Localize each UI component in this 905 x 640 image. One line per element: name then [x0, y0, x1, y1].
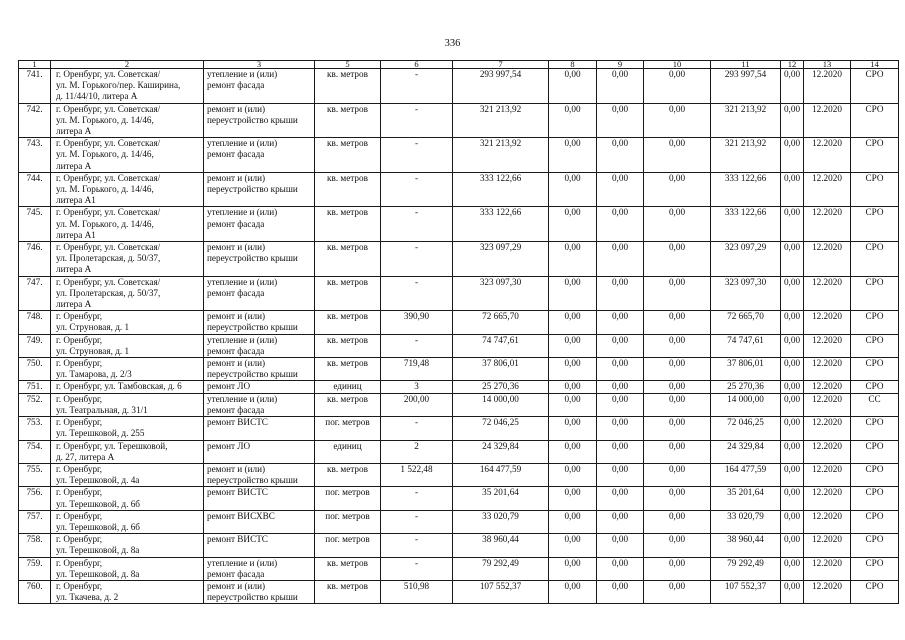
cell-code: СРО [851, 207, 899, 242]
cell-col-8: 0,00 [549, 69, 597, 104]
cell-col-10: 0,00 [644, 103, 711, 138]
cell-row-number: 743. [19, 138, 51, 173]
cell-col-11: 333 122,66 [711, 172, 781, 207]
table-row [19, 417, 899, 440]
cell-unit: кв. метров [315, 172, 381, 207]
cell-col-11: 164 477,59 [711, 463, 781, 486]
cell-col-10: 0,00 [644, 393, 711, 416]
cell-cost: 107 552,37 [453, 580, 549, 603]
cell-unit: кв. метров [315, 138, 381, 173]
cell-code: СРО [851, 334, 899, 357]
cell-cost: 323 097,29 [453, 242, 549, 277]
cell-unit: кв. метров [315, 580, 381, 603]
cell-date: 12.2020 [804, 103, 851, 138]
cell-date: 12.2020 [804, 417, 851, 440]
column-number-code: 14 [851, 61, 899, 69]
cell-work-type: утепление и (или) ремонт фасада [204, 276, 315, 311]
cell-work-type: ремонт и (или) переустройство крыши [204, 103, 315, 138]
cell-address: г. Оренбург, ул. Советская/ ул. М. Горького, д. 14/46, литера А1 [51, 207, 204, 242]
cell-code: СРО [851, 417, 899, 440]
cell-cost: 333 122,66 [453, 172, 549, 207]
cell-col-11: 321 213,92 [711, 103, 781, 138]
cell-row-number: 755. [19, 463, 51, 486]
cell-quantity: - [381, 334, 453, 357]
cell-unit: кв. метров [315, 358, 381, 381]
cell-cost: 321 213,92 [453, 138, 549, 173]
cell-unit: кв. метров [315, 103, 381, 138]
cell-unit: единиц [315, 440, 381, 463]
cell-quantity: - [381, 172, 453, 207]
cell-col-11: 25 270,36 [711, 381, 781, 393]
cell-col-9: 0,00 [597, 534, 644, 557]
cell-code: СРО [851, 381, 899, 393]
cell-col-12: 0,00 [781, 393, 804, 416]
cell-col-8: 0,00 [549, 393, 597, 416]
cell-row-number: 754. [19, 440, 51, 463]
column-number-date: 13 [804, 61, 851, 69]
column-number-cost: 7 [453, 61, 549, 69]
cell-col-8: 0,00 [549, 242, 597, 277]
cell-cost: 323 097,30 [453, 276, 549, 311]
cell-cost: 321 213,92 [453, 103, 549, 138]
cell-col-9: 0,00 [597, 580, 644, 603]
cell-work-type: ремонт и (или) переустройство крыши [204, 463, 315, 486]
cell-unit: кв. метров [315, 276, 381, 311]
cell-col-8: 0,00 [549, 557, 597, 580]
cell-col-9: 0,00 [597, 69, 644, 104]
cell-code: СРО [851, 69, 899, 104]
cell-col-10: 0,00 [644, 381, 711, 393]
cell-cost: 37 806,01 [453, 358, 549, 381]
table-row [19, 534, 899, 557]
table-row [19, 334, 899, 357]
cell-col-8: 0,00 [549, 138, 597, 173]
cell-col-12: 0,00 [781, 487, 804, 510]
cell-cost: 74 747,61 [453, 334, 549, 357]
cell-col-12: 0,00 [781, 311, 804, 334]
cell-col-9: 0,00 [597, 172, 644, 207]
table-row [19, 487, 899, 510]
table-header [19, 61, 899, 69]
cell-quantity: - [381, 69, 453, 104]
table-row [19, 440, 899, 463]
program-table [18, 60, 899, 604]
cell-cost: 79 292,49 [453, 557, 549, 580]
cell-col-11: 323 097,30 [711, 276, 781, 311]
cell-col-10: 0,00 [644, 463, 711, 486]
cell-code: СРО [851, 463, 899, 486]
cell-quantity: 200,00 [381, 393, 453, 416]
cell-col-9: 0,00 [597, 138, 644, 173]
cell-col-11: 24 329,84 [711, 440, 781, 463]
cell-code: СРО [851, 172, 899, 207]
cell-col-11: 333 122,66 [711, 207, 781, 242]
cell-col-10: 0,00 [644, 557, 711, 580]
cell-unit: кв. метров [315, 69, 381, 104]
cell-col-9: 0,00 [597, 557, 644, 580]
cell-col-11: 72 046,25 [711, 417, 781, 440]
cell-code: СРО [851, 534, 899, 557]
cell-col-9: 0,00 [597, 103, 644, 138]
cell-unit: кв. метров [315, 242, 381, 277]
cell-row-number: 752. [19, 393, 51, 416]
cell-quantity: 719,48 [381, 358, 453, 381]
cell-code: СРО [851, 276, 899, 311]
cell-work-type: утепление и (или) ремонт фасада [204, 207, 315, 242]
cell-address: г. Оренбург, ул. Струновая, д. 1 [51, 311, 204, 334]
cell-unit: пог. метров [315, 417, 381, 440]
cell-address: г. Оренбург, ул. Терешковой, д. 6б [51, 510, 204, 533]
cell-col-8: 0,00 [549, 580, 597, 603]
cell-col-9: 0,00 [597, 487, 644, 510]
cell-date: 12.2020 [804, 557, 851, 580]
cell-work-type: утепление и (или) ремонт фасада [204, 393, 315, 416]
cell-address: г. Оренбург, ул. Советская/ ул. М. Горького, д. 14/46, литера А [51, 138, 204, 173]
cell-date: 12.2020 [804, 242, 851, 277]
cell-col-11: 14 000,00 [711, 393, 781, 416]
cell-col-9: 0,00 [597, 358, 644, 381]
cell-row-number: 746. [19, 242, 51, 277]
column-number-col-8: 8 [549, 61, 597, 69]
cell-work-type: ремонт и (или) переустройство крыши [204, 242, 315, 277]
cell-address: г. Оренбург, ул. Тамарова, д. 2/3 [51, 358, 204, 381]
cell-col-9: 0,00 [597, 440, 644, 463]
cell-col-9: 0,00 [597, 393, 644, 416]
cell-row-number: 759. [19, 557, 51, 580]
cell-col-10: 0,00 [644, 276, 711, 311]
column-number-row [19, 61, 899, 69]
cell-col-12: 0,00 [781, 463, 804, 486]
cell-address: г. Оренбург, ул. Советская/ ул. М. Горького/пер. Каширина, д. 11/44/10, литера А [51, 69, 204, 104]
cell-quantity: - [381, 103, 453, 138]
cell-address: г. Оренбург, ул. Терешковой, д. 6б [51, 487, 204, 510]
cell-work-type: утепление и (или) ремонт фасада [204, 138, 315, 173]
cell-code: СС [851, 393, 899, 416]
cell-col-10: 0,00 [644, 580, 711, 603]
cell-code: СРО [851, 580, 899, 603]
cell-col-12: 0,00 [781, 510, 804, 533]
cell-work-type: ремонт и (или) переустройство крыши [204, 358, 315, 381]
table-row [19, 580, 899, 603]
cell-col-12: 0,00 [781, 172, 804, 207]
column-number-col-10: 10 [644, 61, 711, 69]
cell-unit: кв. метров [315, 557, 381, 580]
cell-quantity: - [381, 138, 453, 173]
cell-date: 12.2020 [804, 207, 851, 242]
table-row [19, 69, 899, 104]
cell-code: СРО [851, 440, 899, 463]
cell-code: СРО [851, 311, 899, 334]
cell-date: 12.2020 [804, 580, 851, 603]
cell-work-type: ремонт ВИСХВС [204, 510, 315, 533]
cell-date: 12.2020 [804, 334, 851, 357]
cell-col-10: 0,00 [644, 440, 711, 463]
cell-col-10: 0,00 [644, 207, 711, 242]
cell-work-type: ремонт ВИСТС [204, 417, 315, 440]
cell-address: г. Оренбург, ул. Терешковой, д. 255 [51, 417, 204, 440]
table-row [19, 393, 899, 416]
cell-col-12: 0,00 [781, 557, 804, 580]
cell-date: 12.2020 [804, 381, 851, 393]
cell-work-type: ремонт и (или) переустройство крыши [204, 580, 315, 603]
column-number-unit: 5 [315, 61, 381, 69]
cell-col-11: 37 806,01 [711, 358, 781, 381]
cell-col-9: 0,00 [597, 417, 644, 440]
cell-row-number: 742. [19, 103, 51, 138]
cell-address: г. Оренбург, ул. Струновая, д. 1 [51, 334, 204, 357]
cell-address: г. Оренбург, ул. Советская/ ул. М. Горького, д. 14/46, литера А [51, 103, 204, 138]
cell-quantity: - [381, 242, 453, 277]
cell-cost: 72 046,25 [453, 417, 549, 440]
cell-row-number: 744. [19, 172, 51, 207]
cell-address: г. Оренбург, ул. Терешковой, д. 8а [51, 557, 204, 580]
cell-col-8: 0,00 [549, 534, 597, 557]
cell-col-10: 0,00 [644, 417, 711, 440]
cell-quantity: - [381, 417, 453, 440]
cell-col-8: 0,00 [549, 487, 597, 510]
cell-address: г. Оренбург, ул. Советская/ ул. Пролетарская, д. 50/37, литера А [51, 276, 204, 311]
cell-row-number: 753. [19, 417, 51, 440]
cell-quantity: - [381, 207, 453, 242]
cell-quantity: - [381, 557, 453, 580]
column-number-row-number: 1 [19, 61, 51, 69]
table-row [19, 381, 899, 393]
cell-code: СРО [851, 138, 899, 173]
cell-col-8: 0,00 [549, 276, 597, 311]
cell-col-12: 0,00 [781, 69, 804, 104]
cell-work-type: ремонт и (или) переустройство крыши [204, 311, 315, 334]
cell-col-9: 0,00 [597, 311, 644, 334]
cell-col-12: 0,00 [781, 440, 804, 463]
cell-row-number: 760. [19, 580, 51, 603]
cell-col-8: 0,00 [549, 358, 597, 381]
cell-col-10: 0,00 [644, 534, 711, 557]
cell-cost: 24 329,84 [453, 440, 549, 463]
cell-col-12: 0,00 [781, 534, 804, 557]
cell-work-type: утепление и (или) ремонт фасада [204, 69, 315, 104]
cell-quantity: 510,98 [381, 580, 453, 603]
cell-unit: кв. метров [315, 207, 381, 242]
cell-col-11: 33 020,79 [711, 510, 781, 533]
cell-quantity: 2 [381, 440, 453, 463]
cell-row-number: 750. [19, 358, 51, 381]
column-number-col-11: 11 [711, 61, 781, 69]
column-number-address: 2 [51, 61, 204, 69]
cell-row-number: 749. [19, 334, 51, 357]
cell-date: 12.2020 [804, 276, 851, 311]
cell-col-10: 0,00 [644, 334, 711, 357]
cell-col-12: 0,00 [781, 381, 804, 393]
cell-col-11: 74 747,61 [711, 334, 781, 357]
cell-col-12: 0,00 [781, 103, 804, 138]
column-number-col-12: 12 [781, 61, 804, 69]
cell-col-11: 321 213,92 [711, 138, 781, 173]
cell-work-type: ремонт ЛО [204, 381, 315, 393]
cell-col-8: 0,00 [549, 311, 597, 334]
cell-col-12: 0,00 [781, 207, 804, 242]
cell-row-number: 747. [19, 276, 51, 311]
cell-col-9: 0,00 [597, 276, 644, 311]
cell-col-9: 0,00 [597, 510, 644, 533]
cell-quantity: - [381, 534, 453, 557]
column-number-col-9: 9 [597, 61, 644, 69]
cell-cost: 72 665,70 [453, 311, 549, 334]
cell-col-8: 0,00 [549, 381, 597, 393]
cell-row-number: 748. [19, 311, 51, 334]
cell-col-8: 0,00 [549, 207, 597, 242]
table-row [19, 103, 899, 138]
cell-col-12: 0,00 [781, 417, 804, 440]
cell-date: 12.2020 [804, 487, 851, 510]
cell-col-8: 0,00 [549, 417, 597, 440]
cell-col-10: 0,00 [644, 358, 711, 381]
cell-col-11: 107 552,37 [711, 580, 781, 603]
cell-work-type: ремонт ЛО [204, 440, 315, 463]
cell-unit: кв. метров [315, 334, 381, 357]
cell-quantity: 3 [381, 381, 453, 393]
cell-quantity: - [381, 487, 453, 510]
table-row [19, 172, 899, 207]
cell-col-8: 0,00 [549, 172, 597, 207]
cell-row-number: 751. [19, 381, 51, 393]
cell-col-12: 0,00 [781, 276, 804, 311]
table-row [19, 311, 899, 334]
cell-col-12: 0,00 [781, 580, 804, 603]
cell-col-10: 0,00 [644, 138, 711, 173]
table-row [19, 358, 899, 381]
cell-address: г. Оренбург, ул. Советская/ ул. Пролетарская, д. 50/37, литера А [51, 242, 204, 277]
column-number-quantity: 6 [381, 61, 453, 69]
cell-cost: 33 020,79 [453, 510, 549, 533]
cell-col-11: 323 097,29 [711, 242, 781, 277]
cell-date: 12.2020 [804, 311, 851, 334]
cell-address: г. Оренбург, ул. Терешковой, д. 4а [51, 463, 204, 486]
cell-date: 12.2020 [804, 358, 851, 381]
cell-cost: 333 122,66 [453, 207, 549, 242]
cell-row-number: 745. [19, 207, 51, 242]
cell-row-number: 756. [19, 487, 51, 510]
cell-code: СРО [851, 510, 899, 533]
cell-col-10: 0,00 [644, 311, 711, 334]
cell-col-8: 0,00 [549, 463, 597, 486]
cell-col-8: 0,00 [549, 510, 597, 533]
cell-unit: кв. метров [315, 463, 381, 486]
cell-address: г. Оренбург, ул. Советская/ ул. М. Горького, д. 14/46, литера А1 [51, 172, 204, 207]
table-body [19, 69, 899, 604]
cell-unit: кв. метров [315, 311, 381, 334]
cell-code: СРО [851, 103, 899, 138]
table-row [19, 242, 899, 277]
cell-date: 12.2020 [804, 534, 851, 557]
cell-row-number: 758. [19, 534, 51, 557]
cell-address: г. Оренбург, ул. Терешковой, д. 8а [51, 534, 204, 557]
table-row [19, 276, 899, 311]
cell-col-12: 0,00 [781, 138, 804, 173]
cell-row-number: 757. [19, 510, 51, 533]
cell-address: г. Оренбург, ул. Театральная, д. 31/1 [51, 393, 204, 416]
cell-col-10: 0,00 [644, 172, 711, 207]
cell-col-9: 0,00 [597, 463, 644, 486]
cell-cost: 293 997,54 [453, 69, 549, 104]
cell-date: 12.2020 [804, 138, 851, 173]
cell-date: 12.2020 [804, 510, 851, 533]
cell-unit: кв. метров [315, 393, 381, 416]
cell-work-type: ремонт ВИСТС [204, 534, 315, 557]
cell-cost: 35 201,64 [453, 487, 549, 510]
cell-col-9: 0,00 [597, 207, 644, 242]
cell-date: 12.2020 [804, 440, 851, 463]
cell-col-12: 0,00 [781, 358, 804, 381]
cell-col-10: 0,00 [644, 487, 711, 510]
cell-unit: пог. метров [315, 534, 381, 557]
cell-col-11: 72 665,70 [711, 311, 781, 334]
cell-date: 12.2020 [804, 69, 851, 104]
cell-quantity: - [381, 510, 453, 533]
cell-quantity: 1 522,48 [381, 463, 453, 486]
cell-address: г. Оренбург, ул. Терешковой, д. 27, литера А [51, 440, 204, 463]
cell-col-11: 293 997,54 [711, 69, 781, 104]
cell-col-12: 0,00 [781, 334, 804, 357]
cell-code: СРО [851, 487, 899, 510]
cell-unit: пог. метров [315, 510, 381, 533]
cell-col-11: 35 201,64 [711, 487, 781, 510]
cell-quantity: - [381, 276, 453, 311]
cell-cost: 14 000,00 [453, 393, 549, 416]
table-row [19, 463, 899, 486]
cell-col-11: 79 292,49 [711, 557, 781, 580]
column-number-work-type: 3 [204, 61, 315, 69]
cell-col-10: 0,00 [644, 510, 711, 533]
cell-work-type: утепление и (или) ремонт фасада [204, 557, 315, 580]
cell-row-number: 741. [19, 69, 51, 104]
cell-work-type: ремонт и (или) переустройство крыши [204, 172, 315, 207]
cell-code: СРО [851, 242, 899, 277]
cell-col-10: 0,00 [644, 69, 711, 104]
cell-code: СРО [851, 557, 899, 580]
table-row [19, 207, 899, 242]
cell-col-8: 0,00 [549, 440, 597, 463]
cell-col-9: 0,00 [597, 334, 644, 357]
cell-work-type: ремонт ВИСТС [204, 487, 315, 510]
cell-cost: 164 477,59 [453, 463, 549, 486]
cell-address: г. Оренбург, ул. Ткачева, д. 2 [51, 580, 204, 603]
cell-col-8: 0,00 [549, 334, 597, 357]
cell-cost: 25 270,36 [453, 381, 549, 393]
cell-col-8: 0,00 [549, 103, 597, 138]
cell-col-9: 0,00 [597, 242, 644, 277]
cell-col-11: 38 960,44 [711, 534, 781, 557]
table-row [19, 557, 899, 580]
table-row [19, 138, 899, 173]
cell-date: 12.2020 [804, 393, 851, 416]
cell-col-12: 0,00 [781, 242, 804, 277]
cell-col-9: 0,00 [597, 381, 644, 393]
cell-quantity: 390,90 [381, 311, 453, 334]
cell-address: г. Оренбург, ул. Тамбовская, д. 6 [51, 381, 204, 393]
cell-date: 12.2020 [804, 172, 851, 207]
cell-col-10: 0,00 [644, 242, 711, 277]
cell-unit: пог. метров [315, 487, 381, 510]
cell-code: СРО [851, 358, 899, 381]
page-number: 336 [444, 38, 461, 49]
cell-date: 12.2020 [804, 463, 851, 486]
cell-work-type: утепление и (или) ремонт фасада [204, 334, 315, 357]
cell-unit: единиц [315, 381, 381, 393]
cell-cost: 38 960,44 [453, 534, 549, 557]
table-row [19, 510, 899, 533]
